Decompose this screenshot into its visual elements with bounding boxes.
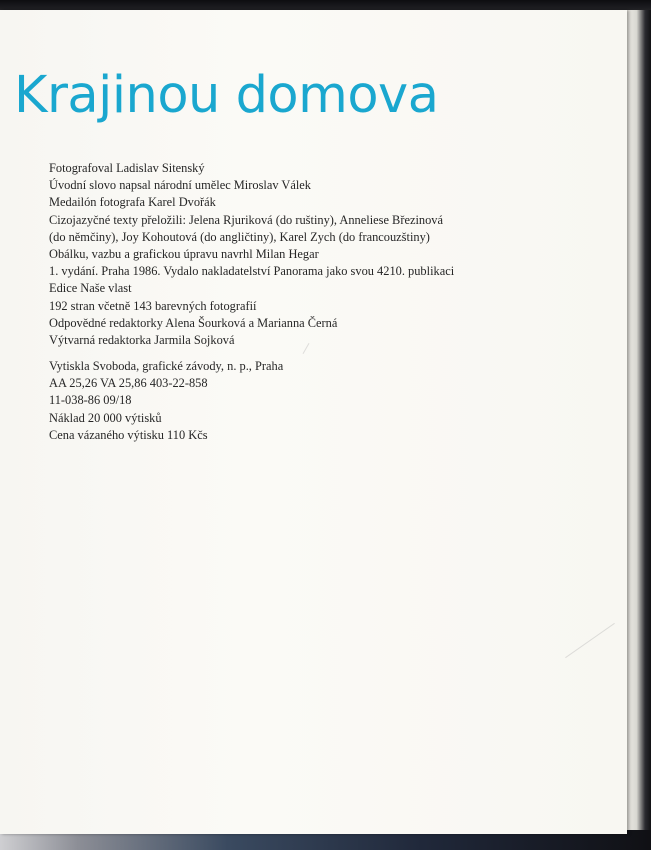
credit-line: Fotografoval Ladislav Sitenský <box>49 161 205 175</box>
print-info-line: 11-038-86 09/18 <box>49 393 132 408</box>
credit-line: (do němčiny), Joy Kohoutová (do angličtiny), Karel Zych (do francouzštiny) <box>49 229 430 244</box>
credit-line: 192 stran včetně 143 barevných fotografií <box>49 298 257 313</box>
credit-line: 1. vydání. Praha 1986. Vydalo nakladatelství Panorama jako svou 4210. publikaci <box>49 264 455 279</box>
print-info-line: Cena vázaného výtisku 110 Kčs <box>49 427 208 442</box>
print-info-line: Náklad 20 000 výtisků <box>49 410 162 425</box>
credits-list <box>49 160 609 349</box>
book-right-edge <box>627 10 651 840</box>
print-info-line: Vytiskla Svoboda, grafické závody, n. p., Praha <box>49 359 284 373</box>
credit-line: Medailón fotografa Karel Dvořák <box>49 195 216 210</box>
book-page <box>0 10 627 834</box>
credit-line: Úvodní slovo napsal národní umělec Miroslav Válek <box>49 178 311 193</box>
credit-line: Odpovědné redaktorky Alena Šourková a Marianna Černá <box>49 315 338 330</box>
credit-line: Výtvarná redaktorka Jarmila Sojková <box>49 333 235 348</box>
book-title: Krajinou domova <box>14 66 439 125</box>
printing-info-list <box>49 358 283 444</box>
credit-line: Obálku, vazbu a grafickou úpravu navrhl Milan Hegar <box>49 247 319 262</box>
credit-line: Edice Naše vlast <box>49 281 132 296</box>
credit-line: Cizojazyčné texty přeložili: Jelena Rjuriková (do ruštiny), Anneliese Březinová <box>49 212 443 227</box>
paper-scuff-mark <box>565 623 615 658</box>
print-info-line: AA 25,26 VA 25,86 403-22-858 <box>49 376 208 391</box>
